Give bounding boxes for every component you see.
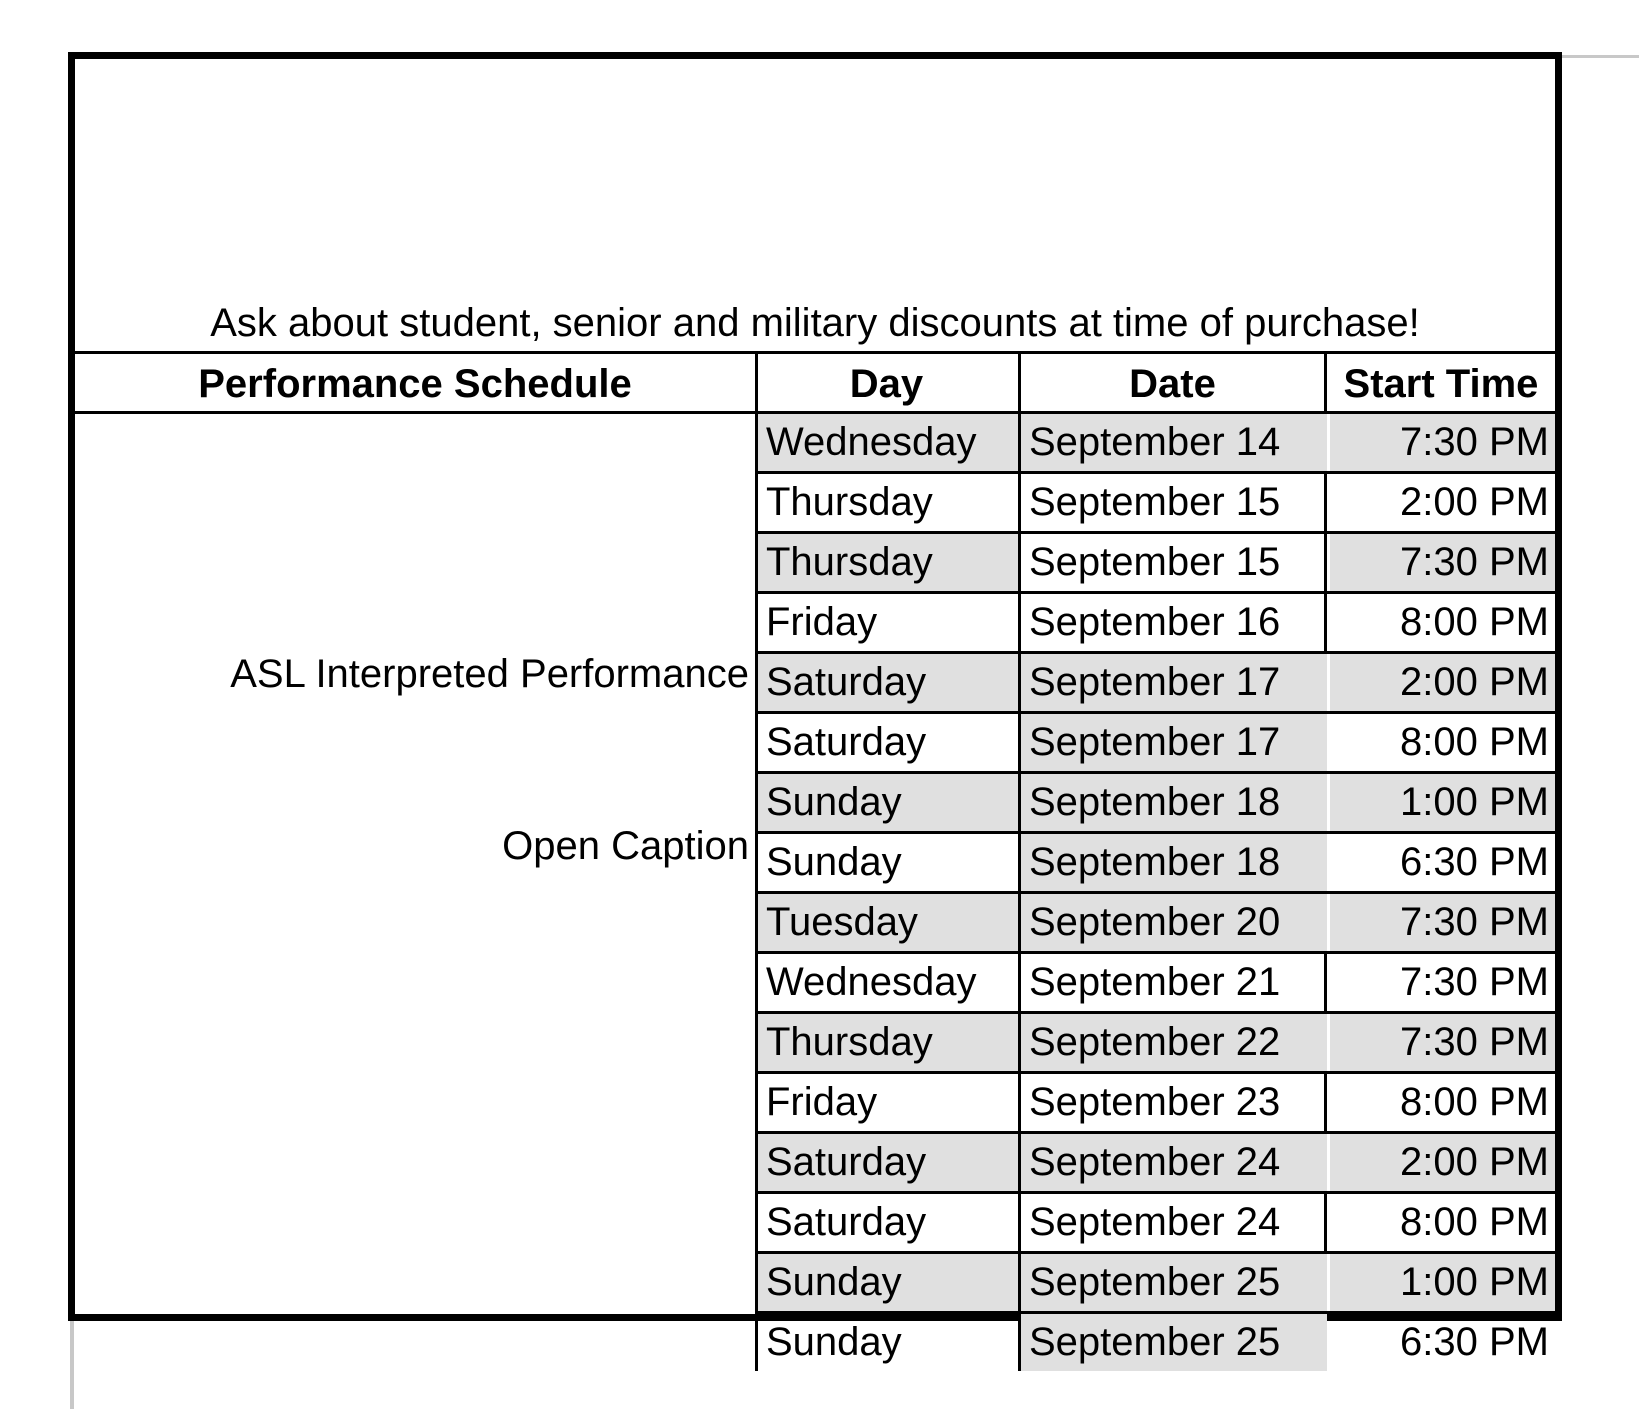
schedule-rows [758,414,1555,1371]
time-cell: 7:30 PM [1330,1014,1555,1071]
day-cell: Thursday [758,534,1018,591]
time-cell: 6:30 PM [1400,1320,1549,1364]
date-cell: September 16 [1029,600,1281,644]
time-cell: 2:00 PM [1330,654,1555,711]
date-cell: September 24 [1021,1134,1327,1191]
header-day: Day [755,354,1018,414]
date-cell: September 25 [1021,1314,1327,1371]
performance-notes [75,414,755,1371]
table-row [758,834,1555,894]
day-cell: Wednesday [766,960,977,1004]
time-cell: 8:00 PM [1400,600,1549,644]
day-cell: Friday [766,600,878,644]
date-cell: September 21 [1029,960,1281,1004]
table-row [758,594,1555,654]
asl-interpreted-note: ASL Interpreted Performance [230,652,749,696]
date-cell: September 22 [1021,1014,1327,1071]
date-cell: September 20 [1021,894,1327,951]
time-cell: 7:30 PM [1330,414,1555,471]
table-row [758,654,1555,714]
day-cell: Saturday [758,654,1018,711]
date-cell: September 23 [1029,1080,1281,1124]
day-cell: Thursday [758,1014,1018,1071]
day-cell: Saturday [766,1200,927,1244]
table-row [758,474,1555,534]
header-date: Date [1018,354,1327,414]
date-cell: September 15 [1029,480,1281,524]
date-cell: September 15 [1029,540,1281,584]
table-row [758,414,1555,474]
header-performance-schedule: Performance Schedule [75,354,755,414]
table-row [758,954,1555,1014]
table-row [758,714,1555,774]
time-cell: 1:00 PM [1330,1254,1555,1311]
table-row [758,1314,1555,1371]
time-cell: 2:00 PM [1400,480,1549,524]
table-row [758,534,1555,594]
time-cell: 6:30 PM [1400,840,1549,884]
time-cell: 8:00 PM [1400,1200,1549,1244]
open-caption-note: Open Caption [502,824,749,868]
time-cell: 7:30 PM [1330,534,1555,591]
table-row [758,1194,1555,1254]
day-cell: Thursday [766,480,933,524]
crop-mark-top-right [1562,55,1639,58]
table-row [758,1134,1555,1194]
date-cell: September 18 [1021,774,1327,831]
day-cell: Sunday [766,840,902,884]
table-row [758,774,1555,834]
date-cell: September 18 [1021,834,1327,891]
crop-mark-bottom-left [70,1321,74,1409]
schedule-sheet [68,52,1562,1364]
table-row [758,1074,1555,1134]
time-cell: 7:30 PM [1330,894,1555,951]
table-row [758,1254,1555,1314]
table-row [758,1014,1555,1074]
date-cell: September 25 [1021,1254,1327,1311]
date-cell: September 17 [1021,714,1327,771]
time-cell: 2:00 PM [1330,1134,1555,1191]
day-cell: Sunday [758,1254,1018,1311]
date-cell: September 14 [1021,414,1327,471]
day-cell: Sunday [766,1320,902,1364]
time-cell: 8:00 PM [1400,1080,1549,1124]
time-cell: 7:30 PM [1400,960,1549,1004]
day-cell: Friday [766,1080,878,1124]
day-cell: Saturday [758,1134,1018,1191]
date-cell: September 17 [1021,654,1327,711]
day-cell: Wednesday [758,414,1018,471]
time-cell: 8:00 PM [1400,720,1549,764]
table-row [758,894,1555,954]
header-start-time: Start Time [1327,354,1555,414]
discount-notice-text: Ask about student, senior and military discounts at time of purchase! [210,301,1420,345]
time-cell: 1:00 PM [1330,774,1555,831]
date-cell: September 24 [1029,1200,1281,1244]
day-cell: Tuesday [758,894,1018,951]
discount-notice [75,244,1555,354]
day-cell: Sunday [758,774,1018,831]
day-cell: Saturday [766,720,927,764]
